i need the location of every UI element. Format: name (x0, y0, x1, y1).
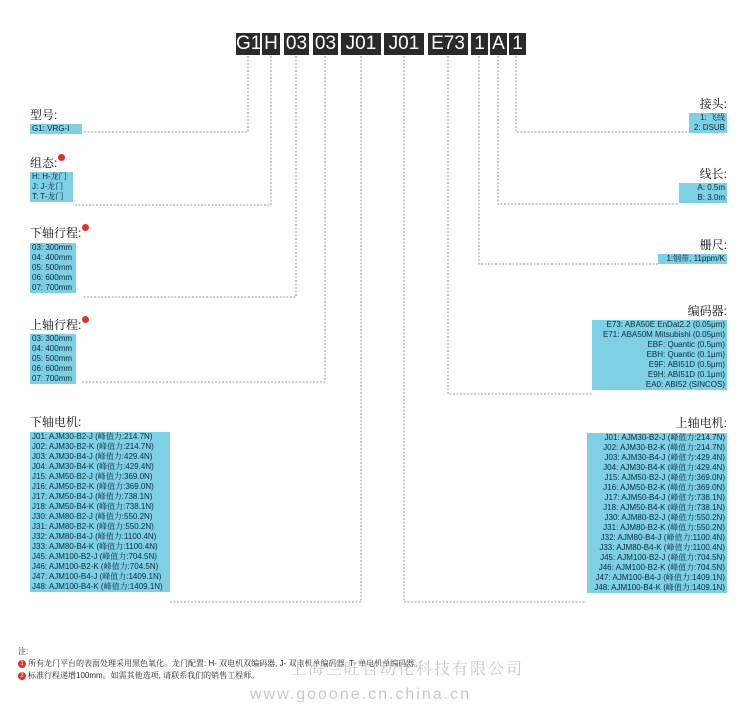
code-segment-upper-motor: J01 (384, 33, 424, 55)
upper-stroke-option: 03: 300mm (32, 334, 73, 343)
encoder-option: EA0: ABI52 (SINCOS) (645, 380, 725, 389)
leader-line-lower-stroke (82, 56, 296, 297)
upper-motor-option: J16: AJM50-B2-K (峰值力:369.0N) (603, 483, 725, 492)
upper-motor-option: J45: AJM100-B2-J (峰值力:704.5N) (600, 553, 725, 562)
config-options (30, 172, 73, 202)
lower-motor-option: J33: AJM80-B4-K (峰值力:1100.4N) (32, 542, 158, 551)
encoder-option: E9H: ABI51D (0.1μm) (647, 370, 725, 379)
upper-stroke-options (30, 334, 76, 384)
upper-motor-option: J15: AJM50-B2-J (峰值力:369.0N) (604, 473, 725, 482)
upper-motor-title: 上轴电机: (675, 416, 727, 430)
upper-stroke-option: 06: 600mm (32, 364, 73, 373)
upper-stroke-title (30, 318, 89, 332)
upper-motor-option: J04: AJM30-B4-K (峰值力:429.4N) (603, 463, 725, 472)
upper-motor-option: J32: AJM80-B4-J (峰值力:1100.4N) (600, 533, 725, 542)
lower-motor-option: J30: AJM80-B2-J (峰值力:550.2N) (32, 512, 153, 521)
code-segment-lower-motor: J01 (341, 33, 381, 55)
lower-stroke-option: 06: 600mm (32, 273, 73, 282)
leader-line-upper-stroke (82, 56, 325, 382)
upper-motor-option: J47: AJM100-B4-J (峰值力:1409.1N) (595, 573, 725, 582)
leader-line-config (73, 56, 271, 205)
note-2-marker-icon (82, 316, 89, 323)
lower-motor-option: J45: AJM100-B2-J (峰值力:704.5N) (32, 552, 157, 561)
leader-line-scale (479, 56, 658, 264)
leader-line-model (82, 56, 248, 132)
note-2-marker-icon (82, 224, 89, 231)
upper-stroke-option: 04: 400mm (32, 344, 73, 353)
upper-motor-option: J17: AJM50-B4-J (峰值力:738.1N) (604, 493, 725, 502)
lower-motor-option: J31: AJM80-B2-K (峰值力:550.2N) (32, 522, 154, 531)
note-text: 所有龙门平台的表面处理采用黑色氧化。龙门配置: H- 双电机双编码器, J- 双电机单编码器, T- 单电机单编码器。 (28, 659, 423, 668)
leader-line-encoder (448, 56, 592, 394)
note-1-marker-icon (58, 154, 65, 161)
upper-motor-option: J30: AJM80-B2-J (峰值力:550.2N) (604, 513, 725, 522)
note-marker: 1 (18, 660, 26, 668)
encoder-option: EBF: Quantic (0.5μm) (647, 340, 725, 349)
encoder-options (592, 320, 727, 390)
upper-stroke-title-text: 上轴行程: (30, 318, 82, 332)
model-option: G1: VRG-I (32, 124, 70, 133)
config-option: J: J-龙门 (32, 182, 64, 191)
code-segment-encoder: E73 (428, 33, 468, 55)
lower-motor-option: J47: AJM100-B4-J (峰值力:1409.1N) (32, 572, 162, 581)
cable-title: 线长: (699, 167, 727, 181)
lower-motor-option: J02: AJM30-B2-K (峰值力:214.7N) (32, 442, 154, 451)
scale-options (658, 254, 727, 264)
upper-motor-option: J01: AJM30-B2-J (峰值力:214.7N) (604, 433, 725, 442)
scale-title: 栅尺: (699, 238, 727, 252)
upper-stroke-option: 07: 700mm (32, 374, 73, 383)
code-segment-cable: A (490, 33, 507, 55)
encoder-option: E73: ABA50E EnDat2.2 (0.05μm) (606, 320, 725, 329)
leader-line-lower-motor (170, 56, 361, 602)
code-segment-model: G1 (236, 33, 262, 54)
config-title-text: 组态: (30, 156, 58, 170)
upper-motor-option: J48: AJM100-B4-K (峰值力:1409.1N) (594, 583, 725, 592)
cable-options (679, 183, 727, 203)
upper-motor-option: J46: AJM100-B2-K (峰值力:704.5N) (598, 563, 725, 572)
watermark-url: www.gooone.cn.china.cn (250, 686, 471, 703)
lower-motor-option: J01: AJM30-B2-J (峰值力:214.7N) (32, 432, 153, 441)
leader-line-cable (498, 56, 679, 204)
model-options (30, 124, 82, 134)
upper-motor-options (587, 433, 727, 593)
note-text: 标准行程递增100mm。如需其他选项, 请联系我们的销售工程师。 (28, 671, 260, 680)
leader-line-upper-motor (404, 56, 586, 602)
code-segment-config: H (262, 33, 280, 55)
lower-motor-option: J16: AJM50-B2-K (峰值力:369.0N) (32, 482, 154, 491)
scale-option: 1:钢带, 11ppm/K (666, 254, 725, 263)
model-title: 型号: (30, 108, 58, 122)
lower-stroke-option: 04: 400mm (32, 253, 73, 262)
code-segment-lower-stroke: 03 (285, 33, 308, 54)
code-segment-connector: 1 (509, 33, 526, 55)
encoder-option: EBH: Quantic (0.1μm) (646, 350, 725, 359)
upper-motor-option: J31: AJM80-B2-K (峰值力:550.2N) (603, 523, 725, 532)
lower-stroke-option: 05: 500mm (32, 263, 73, 272)
leader-line-connector (516, 56, 689, 132)
notes-heading: 注: (18, 647, 29, 656)
code-segment-upper-stroke: 03 (314, 33, 337, 54)
encoder-option: E9F: ABI51D (0.5μm) (648, 360, 725, 369)
config-option: H: H-龙门 (32, 172, 67, 181)
lower-stroke-options (30, 243, 76, 293)
config-option: T: T-龙门 (32, 192, 64, 201)
lower-motor-option: J04: AJM30-B4-K (峰值力:429.4N) (32, 462, 154, 471)
cable-option: B: 3.0m (697, 193, 725, 202)
watermark-company: 上海兰旺自动化科技有限公司 (290, 661, 525, 678)
connector-option: 1: 飞线 (700, 113, 725, 122)
lower-stroke-title-text: 下轴行程: (30, 226, 82, 240)
connector-options (689, 113, 727, 133)
upper-motor-option: J18: AJM50-B4-K (峰值力:738.1N) (603, 503, 725, 512)
encoder-option: E71: ABA50M Mitsubishi (0.05μm) (603, 330, 725, 339)
cable-option: A: 0.5m (697, 183, 725, 192)
upper-stroke-option: 05: 500mm (32, 354, 73, 363)
note-marker: 2 (18, 672, 26, 680)
upper-motor-option: J33: AJM80-B4-K (峰值力:1100.4N) (599, 543, 725, 552)
lower-motor-options (30, 432, 170, 592)
connector-title: 接头: (699, 97, 727, 111)
lower-motor-option: J48: AJM100-B4-K (峰值力:1409.1N) (32, 582, 163, 591)
config-title (30, 156, 65, 170)
lower-motor-option: J15: AJM50-B2-J (峰值力:369.0N) (32, 472, 153, 481)
connector-option: 2: DSUB (693, 123, 725, 132)
lower-motor-option: J32: AJM80-B4-J (峰值力:1100.4N) (32, 532, 157, 541)
code-segment-scale: 1 (471, 33, 488, 55)
lower-motor-option: J17: AJM50-B4-J (峰值力:738.1N) (32, 492, 153, 501)
lower-motor-option: J46: AJM100-B2-K (峰值力:704.5N) (32, 562, 159, 571)
lower-stroke-title (30, 226, 89, 240)
lower-stroke-option: 03: 300mm (32, 243, 73, 252)
upper-motor-option: J03: AJM30-B4-J (峰值力:429.4N) (604, 453, 725, 462)
lower-motor-title: 下轴电机: (30, 415, 82, 429)
lower-motor-option: J18: AJM50-B4-K (峰值力:738.1N) (32, 502, 154, 511)
lower-motor-option: J03: AJM30-B4-J (峰值力:429.4N) (32, 452, 153, 461)
lower-stroke-option: 07: 700mm (32, 283, 73, 292)
encoder-title: 编码器: (687, 304, 727, 318)
upper-motor-option: J02: AJM30-B2-K (峰值力:214.7N) (603, 443, 725, 452)
